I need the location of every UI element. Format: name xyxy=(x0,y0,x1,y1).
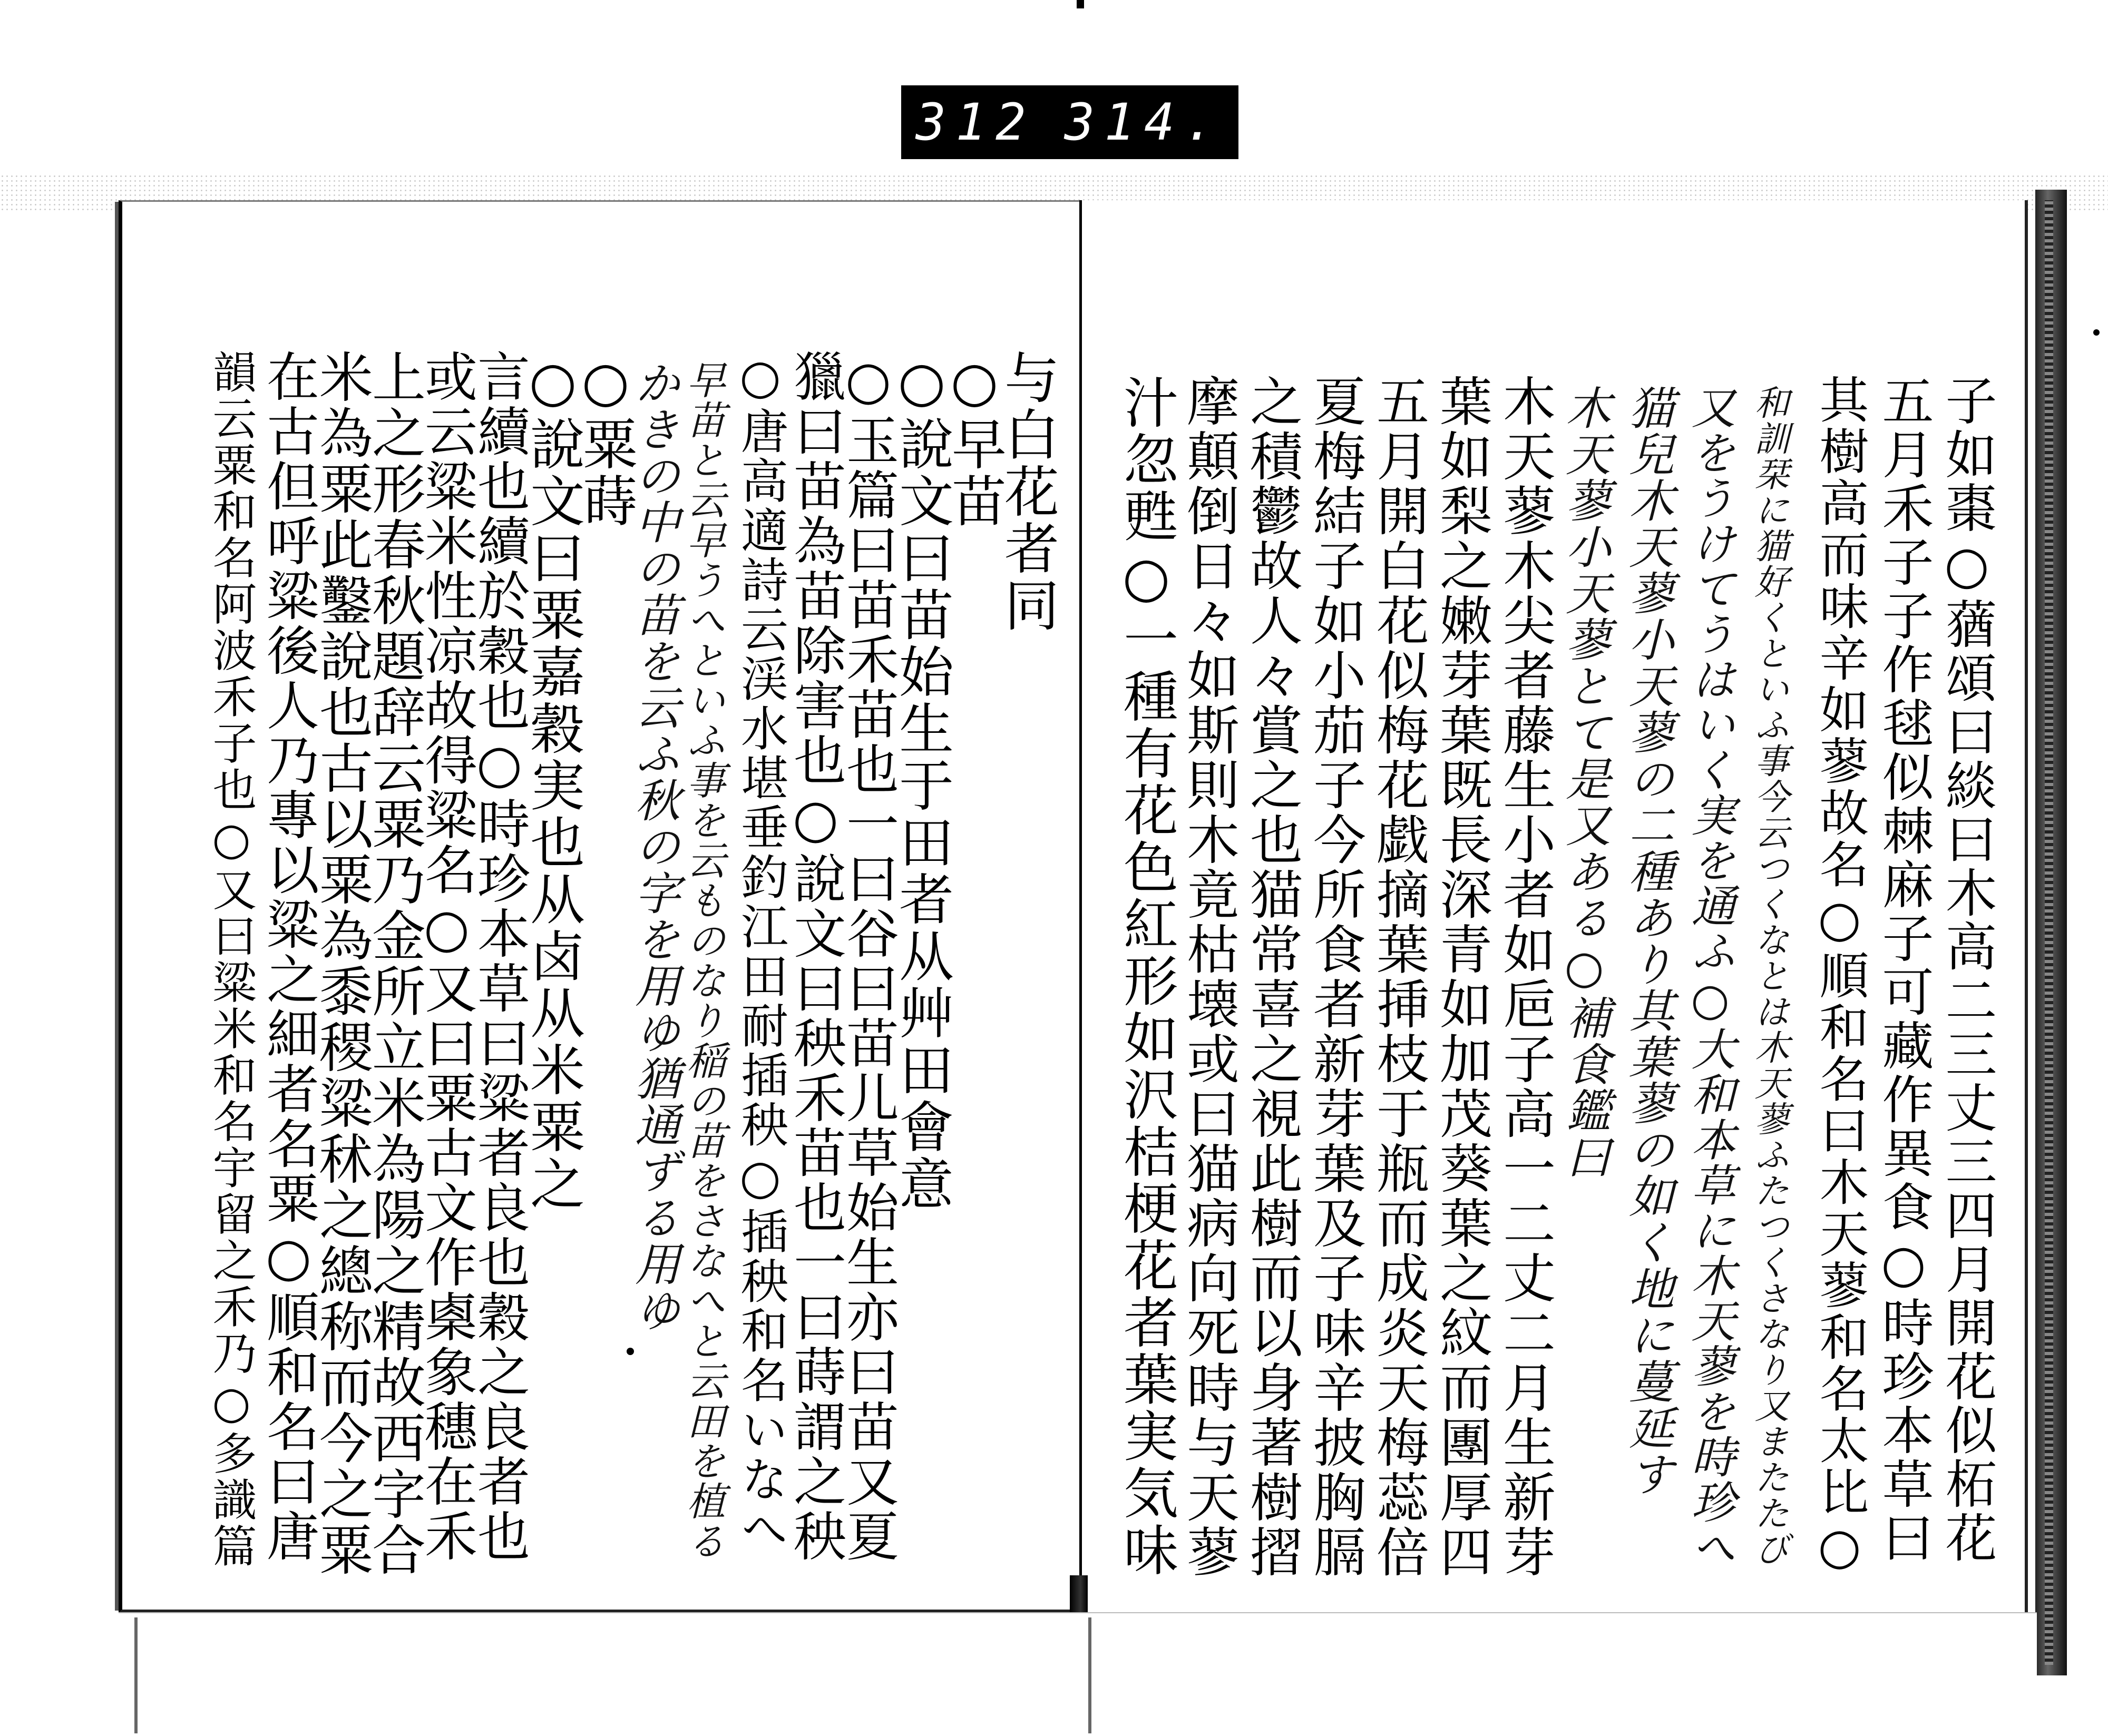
margin-line xyxy=(1088,1617,1091,1733)
text-column: 子如棗○蕕頌曰緂曰木高二三丈三四月開花似柘花 xyxy=(1937,374,1997,1565)
text-column: 猫兒木天蓼小天蓼の二種あり其葉蓼の如く地に蔓延す xyxy=(1621,385,1674,1497)
text-column: ○粟蒔 xyxy=(573,349,638,529)
text-column: 言續也續於穀也○時珍本草曰粱者良也穀之良者也 xyxy=(469,349,530,1564)
text-column: 或云粱米性凉故得粱名○又曰粟古文作㮚象穗在禾 xyxy=(416,349,477,1564)
text-column: ○說文曰苗始生于田者从艸田會意 xyxy=(890,349,954,1212)
text-column: 五月禾子子作毬似棘麻子可藏作異食○時珍本草曰 xyxy=(1873,374,1934,1565)
frame-number-right: 314. xyxy=(1064,93,1224,152)
right-page xyxy=(1079,200,2028,1612)
text-column: 之積鬱故人々賞之也猫常喜之視此樹而以身著樹摺 xyxy=(1241,374,1303,1580)
text-column: ○唐高適詩云渓水堪垂釣江田耐插秧○插秧和名いなへ xyxy=(733,349,788,1554)
text-column: 上之形春秋題辞云粟乃金所立米為陽之精故西字合 xyxy=(363,349,426,1578)
text-column: 摩顛倒日々如斯則木竟枯壊或曰猫病向死時与天蓼 xyxy=(1178,374,1240,1580)
text-column: 早苗と云早うへといふ事を云ものなり稲の苗をさなへと云田を植る xyxy=(680,360,726,1561)
text-column: ○說文曰粟嘉穀実也从卤从米粟之 xyxy=(521,349,585,1212)
text-column: 木天蓼小天蓼とて是又ある○補食鑑曰 xyxy=(1558,385,1611,1180)
text-column: ○玉篇曰苗禾苗也一曰谷曰苗儿草始生亦曰苗又夏 xyxy=(837,349,899,1564)
text-column: ○早苗 xyxy=(942,349,1007,529)
frame-number-left: 312 xyxy=(915,93,1036,152)
text-column: 又をうけてうはいく実を通ふ○大和本草に木天蓼を時珍へ xyxy=(1684,385,1736,1570)
text-column: 獵曰苗為苗除害也○說文曰秧禾苗也一曰蒔謂之秧 xyxy=(785,349,846,1564)
text-column: 五月開白花似梅花戯摘葉挿枝于瓶而成炎天梅蕊倍 xyxy=(1368,374,1429,1580)
text-column: 在古但呼粱後人乃專以粱之細者名粟○順和名曰唐 xyxy=(258,349,319,1564)
ink-spot xyxy=(627,1348,634,1355)
text-column: 与白花者同 xyxy=(995,349,1059,634)
scan-mark xyxy=(1077,0,1084,8)
text-column: 葉如梨之嫩芽葉既長深青如加茂葵葉之紋而團厚四 xyxy=(1431,374,1492,1580)
ink-spot xyxy=(2093,329,2100,336)
microfilm-frame-label xyxy=(901,85,1238,159)
margin-line xyxy=(134,1617,138,1733)
left-page xyxy=(119,200,1080,1612)
text-column: 木天蓼木尖者藤生小者如巵子高一二丈二月生新芽 xyxy=(1494,374,1556,1580)
page-bottom-margin xyxy=(119,1612,2037,1736)
text-column: 米為粟此鑿說也古以粟為黍稷粱秫之總称而今之粟 xyxy=(310,349,373,1578)
text-column: 韻云粟和名阿波禾子也○又曰粱米和名宇留之禾乃○多識篇 xyxy=(206,349,257,1570)
text-column: 夏梅結子如小茄子今所食者新芽葉及子味辛披胸膈 xyxy=(1304,374,1366,1580)
text-column: 其樹高而味辛如蓼故名○順和名曰木天蓼和名太比○ xyxy=(1811,374,1868,1577)
book-edge-pages xyxy=(2045,200,2053,1665)
text-column: 和訓栞に猫好くといふ事今云つくなとは木天蓼ふたつくさなり又またたび xyxy=(1749,385,1789,1567)
text-column: かきの中の苗を云ふ秋の字を用ゆ猶通ずる用ゆ xyxy=(627,360,680,1333)
text-column: 汁忽甦○一種有花色紅形如沢桔梗花者葉実気味 xyxy=(1114,374,1178,1578)
